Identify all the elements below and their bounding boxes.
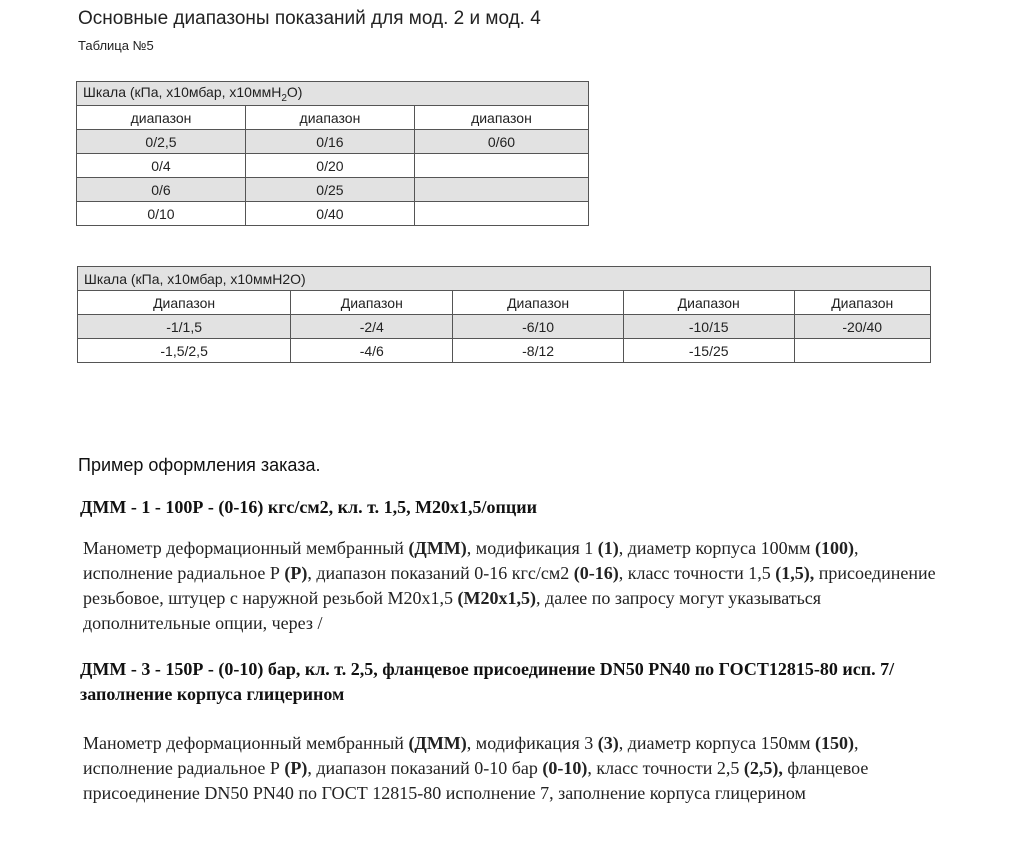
table-cell bbox=[414, 202, 588, 226]
description-text: фланцевое присоединение DN50 PN40 по ГОСТ 12815-80 исполнение 7, заполнение корпуса глицерином bbox=[83, 758, 869, 803]
table-cell bbox=[414, 154, 588, 178]
table-cell: 0/10 bbox=[77, 202, 246, 226]
bold-code-fragment: (100) bbox=[814, 538, 854, 558]
description-text: , модификация 3 bbox=[466, 733, 598, 753]
description-text: , далее по запросу могут указываться дополнительные опции, через / bbox=[83, 588, 822, 633]
order-description-1 bbox=[83, 536, 943, 636]
column-header: диапазон bbox=[77, 106, 246, 130]
table-row bbox=[77, 130, 589, 154]
table-cell: 0/4 bbox=[77, 154, 246, 178]
table-cell: 0/2,5 bbox=[77, 130, 246, 154]
table-cell: 0/40 bbox=[245, 202, 414, 226]
description-text: Манометр деформационный мембранный bbox=[83, 733, 409, 753]
bold-code-fragment: (М20х1,5) bbox=[457, 588, 537, 608]
description-text: , модификация 1 bbox=[466, 538, 598, 558]
scale-text: Шкала (кПа, х10мбар, х10ммН bbox=[83, 83, 282, 100]
description-text: , диапазон показаний 0-16 кгс/см2 bbox=[307, 563, 574, 583]
scale-header bbox=[77, 82, 589, 106]
column-header: Диапазон bbox=[794, 291, 931, 315]
range-table-2 bbox=[77, 266, 931, 363]
table-cell bbox=[794, 339, 931, 363]
bold-code-fragment: (Р) bbox=[284, 563, 308, 583]
table-row bbox=[78, 315, 931, 339]
description-text: , исполнение радиальное Р bbox=[83, 538, 859, 583]
scale-header: Шкала (кПа, х10мбар, х10ммН2О) bbox=[78, 267, 931, 291]
description-text: , диаметр корпуса 100мм bbox=[618, 538, 815, 558]
table-cell: 0/16 bbox=[245, 130, 414, 154]
table-cell: 0/20 bbox=[245, 154, 414, 178]
bold-code-fragment: (150) bbox=[814, 733, 854, 753]
table-cell: -10/15 bbox=[623, 315, 794, 339]
order-code-2: ДММ - 3 - 150Р - (0-10) бар, кл. т. 2,5, фланцевое присоединение DN50 PN40 по ГОСТ12815-80 исп. 7/заполнение корпуса глицерином bbox=[80, 659, 895, 704]
bold-code-fragment: (3) bbox=[597, 733, 619, 753]
bold-code-fragment: (0-10) bbox=[542, 758, 588, 778]
scale-subscript: 2 bbox=[281, 92, 287, 104]
table-cell: -20/40 bbox=[794, 315, 931, 339]
column-header: Диапазон bbox=[623, 291, 794, 315]
page-title: Основные диапазоны показаний для мод. 2 и мод. 4 bbox=[78, 8, 541, 29]
range-table-1 bbox=[76, 81, 589, 226]
table-cell: -1/1,5 bbox=[78, 315, 291, 339]
description-text: Манометр деформационный мембранный bbox=[83, 538, 409, 558]
table-cell: -1,5/2,5 bbox=[78, 339, 291, 363]
description-text: , класс точности 1,5 bbox=[618, 563, 776, 583]
bold-code-fragment: (Р) bbox=[284, 758, 308, 778]
description-text: , класс точности 2,5 bbox=[587, 758, 744, 778]
table-row bbox=[78, 339, 931, 363]
description-text: присоединение резьбовое, штуцер с наружной резьбой М20х1,5 bbox=[83, 563, 936, 608]
description-text: , исполнение радиальное Р bbox=[83, 733, 859, 778]
table-cell: 0/60 bbox=[414, 130, 588, 154]
bold-code-fragment: (0-16) bbox=[573, 563, 619, 583]
column-header: диапазон bbox=[414, 106, 588, 130]
bold-code-fragment: (ДММ) bbox=[408, 733, 467, 753]
description-text: , диаметр корпуса 150мм bbox=[618, 733, 815, 753]
table-row bbox=[77, 202, 589, 226]
bold-code-fragment: (1,5), bbox=[775, 563, 815, 583]
column-header: Диапазон bbox=[453, 291, 624, 315]
description-text: , диапазон показаний 0-10 бар bbox=[307, 758, 543, 778]
scale-text-end: О) bbox=[286, 83, 303, 100]
bold-code-fragment: (1) bbox=[597, 538, 619, 558]
table-cell: -2/4 bbox=[291, 315, 453, 339]
table-row bbox=[77, 178, 589, 202]
bold-code-fragment: (2,5), bbox=[743, 758, 783, 778]
table-cell: -6/10 bbox=[453, 315, 624, 339]
order-section-title: Пример оформления заказа. bbox=[78, 455, 321, 475]
table-cell: 0/25 bbox=[245, 178, 414, 202]
table-cell: -8/12 bbox=[453, 339, 624, 363]
table-cell bbox=[414, 178, 588, 202]
table-cell: 0/6 bbox=[77, 178, 246, 202]
order-description-2 bbox=[83, 731, 943, 806]
column-header: диапазон bbox=[245, 106, 414, 130]
table-cell: -4/6 bbox=[291, 339, 453, 363]
column-header: Диапазон bbox=[291, 291, 453, 315]
order-code-1: ДММ - 1 - 100Р - (0-16) кгс/см2, кл. т. 1,5, М20х1,5/опции bbox=[80, 497, 538, 517]
bold-code-fragment: (ДММ) bbox=[408, 538, 467, 558]
table-cell: -15/25 bbox=[623, 339, 794, 363]
table-row bbox=[77, 154, 589, 178]
table-caption: Таблица №5 bbox=[78, 38, 154, 53]
column-header: Диапазон bbox=[78, 291, 291, 315]
